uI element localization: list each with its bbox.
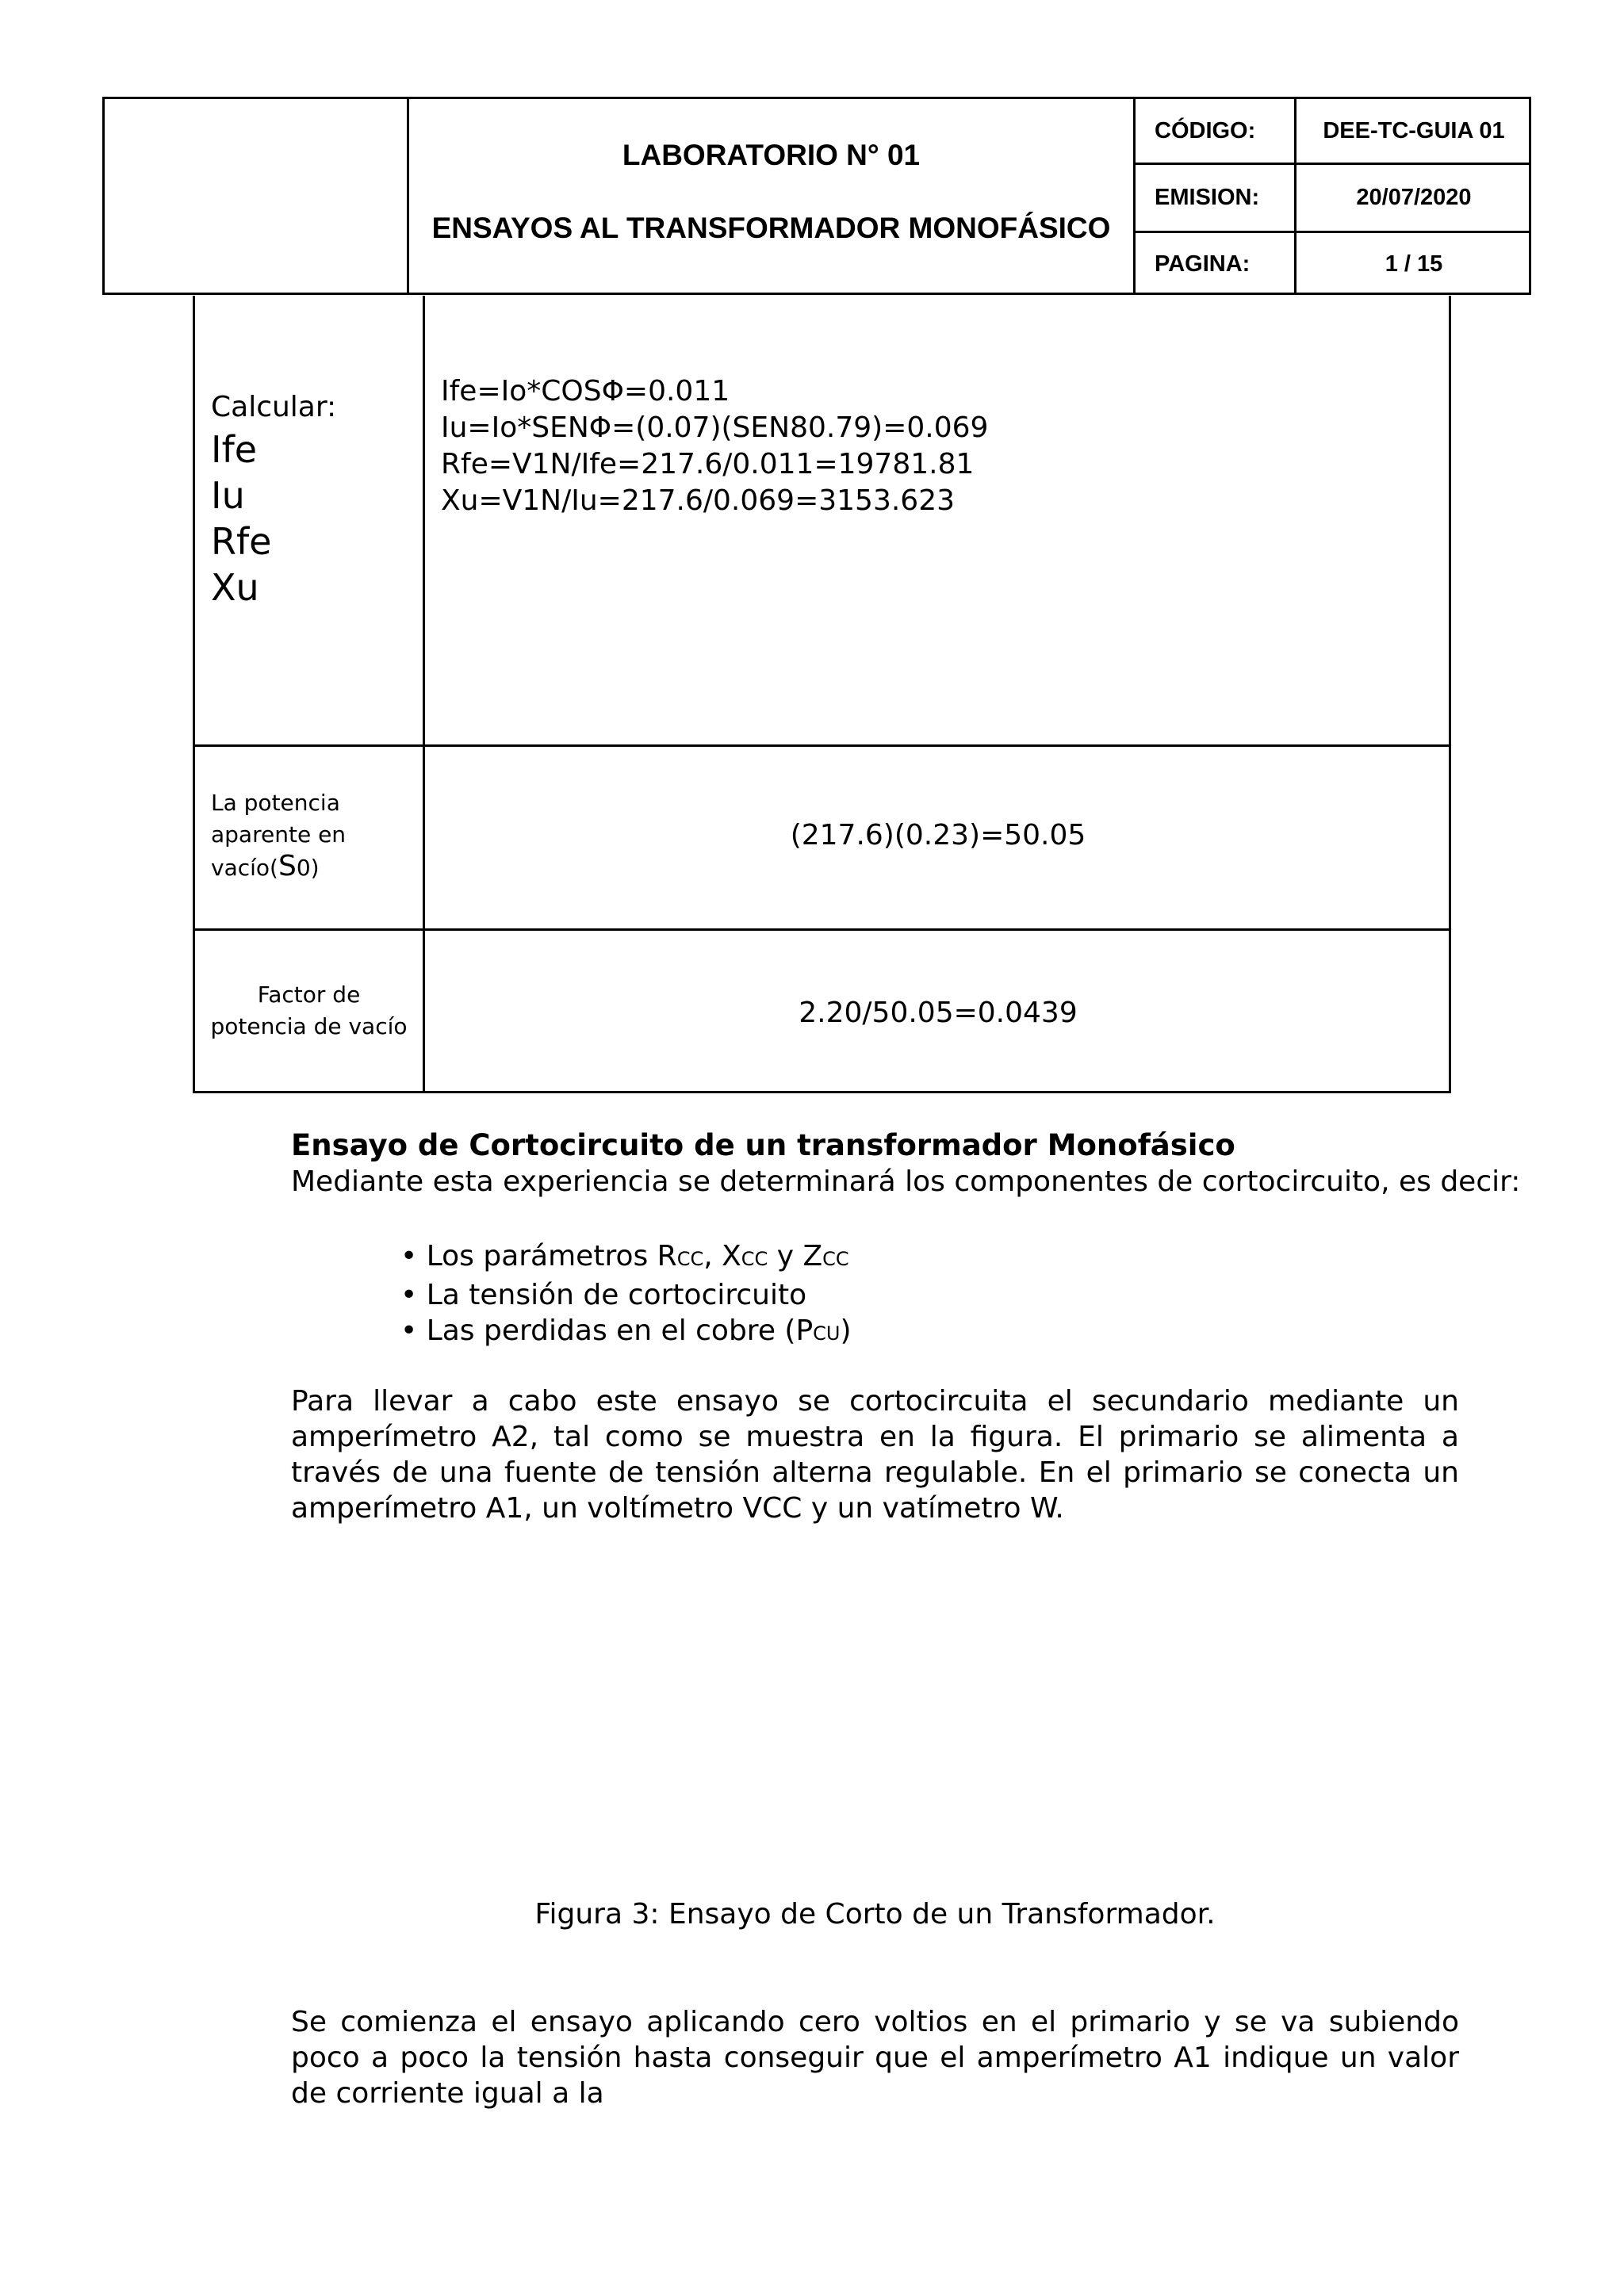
table-row-divider: [195, 928, 1449, 931]
potencia-aparente-value: (217.6)(0.23)=50.05: [790, 819, 1086, 851]
formula-iu: Iu=Io*SENΦ=(0.07)(SEN80.79)=0.069: [441, 411, 989, 444]
factor-potencia-value: 2.20/50.05=0.0439: [799, 997, 1078, 1029]
list-item: • La tensión de cortocircuito: [400, 1279, 807, 1311]
section-intro: Mediante esta experiencia se determinará los componentes de cortocircuito, es decir:: [291, 1165, 1521, 1198]
calcular-label: Calcular:: [211, 391, 337, 423]
codigo-value: DEE-TC-GUIA 01: [1323, 117, 1505, 144]
factor-potencia-label: Factor de potencia de vacío: [210, 982, 408, 1039]
item-iu: Iu: [211, 474, 245, 517]
formula-block: [441, 373, 988, 519]
lab-subtitle: ENSAYOS AL TRANSFORMADOR MONOFÁSICO: [431, 212, 1111, 244]
formula-ife: Ife=Io*COSΦ=0.011: [441, 375, 730, 408]
pagina-value: 1 / 15: [1385, 251, 1443, 277]
figure-caption: Figura 3: Ensayo de Corto de un Transformador.: [534, 1898, 1216, 1931]
results-table: [193, 296, 1451, 1093]
codigo-label: CÓDIGO:: [1155, 117, 1256, 144]
formula-xu: Xu=V1N/Iu=217.6/0.069=3153.623: [441, 484, 956, 517]
list-item: • Los parámetros RCC, XCC y ZCC: [400, 1240, 849, 1272]
item-xu: Xu: [211, 566, 259, 609]
paragraph-procedure: Para llevar a cabo este ensayo se cortocircuita el secundario mediante un amperímetro A2, tal como se muestra en la figura. El primario se alimenta a través de una fuente de tensión alterna regulable. En el primario se conecta un amperímetro A1, un voltímetro VCC y un vatímetro W.: [291, 1385, 1459, 1525]
section-heading: Ensayo de Cortocircuito de un transformador Monofásico: [291, 1128, 1235, 1162]
emision-value: 20/07/2020: [1356, 185, 1472, 210]
item-rfe: Rfe: [211, 520, 272, 563]
table-divider: [423, 296, 425, 1091]
document-header: [102, 97, 1531, 295]
lab-title: LABORATORIO N° 01: [622, 139, 921, 171]
list-item: • Las perdidas en el cobre (PCU): [400, 1314, 852, 1347]
pagina-label: PAGINA:: [1155, 251, 1251, 277]
paragraph-start: Se comienza el ensayo aplicando cero voltios en el primario y se va subiendo poco a poco la tensión hasta conseguir que el amperímetro A1 indique un valor de corriente igual a la: [291, 2006, 1459, 2110]
parameter-list: [400, 1238, 852, 1352]
potencia-aparente-label: La potencia aparente en vacío(S0): [211, 790, 347, 882]
emision-label: EMISION:: [1155, 185, 1260, 210]
header-divider: [407, 99, 409, 293]
formula-rfe: Rfe=V1N/Ife=217.6/0.011=19781.81: [441, 448, 975, 480]
calcular-items: [211, 427, 271, 610]
item-ife: Ife: [211, 428, 258, 471]
table-row-divider: [195, 744, 1449, 747]
